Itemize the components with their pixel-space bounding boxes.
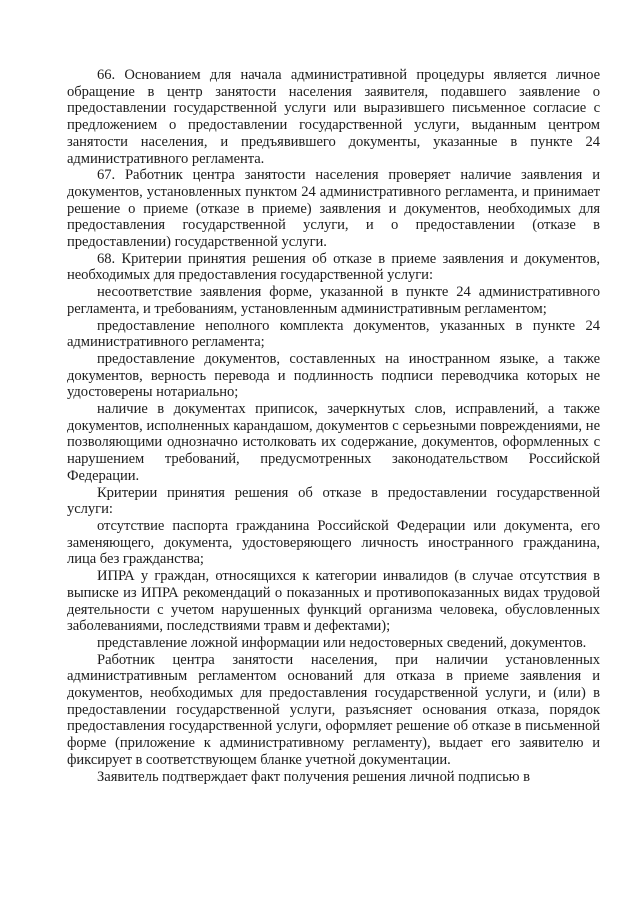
paragraph-66: 66. Основанием для начала административной процедуры является личное обращение в центр занятости населения заявителя, подавшего заявление о предоставлении государственной услуги или выразившего письменное согласие с предложением о предоставлении государственной услуги, выданным центром занятости населения, и предъявившего документы, указанные в пункте 24 административного регламента. <box>67 67 600 167</box>
list-item: предоставление неполного комплекта документов, указанных в пункте 24 административного регламента; <box>67 317 600 351</box>
list-item: отсутствие паспорта гражданина Российской Федерации или документа, его заменяющего, документа, удостоверяющего личность иностранного гражданина, лица без гражданства; <box>67 517 600 568</box>
paragraph-refusal-procedure: Работник центра занятости населения, при наличии установленных административным регламентом оснований для отказа в приеме заявления и документов, необходимых для предоставления государственной услуги, и (или) в предоставлении государственной услуги, разъясняет основания отказа, порядок предоставления государственной услуги, оформляет решение об отказе в письменной форме (приложение к административному регламенту), выдает его заявителю и фиксирует в соответствующем бланке учетной документации. <box>67 651 600 768</box>
list-item: предоставление документов, составленных на иностранном языке, а также документов, верность перевода и подлинность подписи переводчика которых не удостоверены нотариально; <box>67 350 600 401</box>
list-item: несоответствие заявления форме, указанной в пункте 24 административного регламента, и требованиям, установленным административным регламентом; <box>67 284 600 317</box>
list-item: представление ложной информации или недостоверных сведений, документов. <box>97 634 587 651</box>
document-page <box>67 67 600 785</box>
list-item: наличие в документах приписок, зачеркнутых слов, исправлений, а также документов, исполненных карандашом, документов с серьезными повреждениями, не позволяющими однозначно истолковать их содержание, документов, оформленных с нарушением требований, предусмотренных законодательством Российской Федерации. <box>67 401 600 484</box>
list-item: ИПРА у граждан, относящихся к категории инвалидов (в случае отсутствия в выписке из ИПРА рекомендаций о показанных и противопоказанных видах трудовой деятельности с учетом нарушенных функций организма человека, обусловленных заболеваниями, последствиями травм и дефектами); <box>67 568 600 635</box>
paragraph-confirmation: Заявитель подтверждает факт получения решения личной подписью в <box>97 768 530 785</box>
refusal-criteria-heading: Критерии принятия решения об отказе в предоставлении государственной услуги: <box>67 484 600 518</box>
paragraph-68: 68. Критерии принятия решения об отказе в приеме заявления и документов, необходимых для предоставления государственной услуги: <box>67 250 600 284</box>
paragraph-67: 67. Работник центра занятости населения проверяет наличие заявления и документов, установленных пунктом 24 административного регламента, и принимает решение о приеме (отказе в приеме) заявления и документов, необходимых для предоставления государственной услуги, и о предоставлении (отказе в предоставлении) государственной услуги. <box>67 167 600 251</box>
